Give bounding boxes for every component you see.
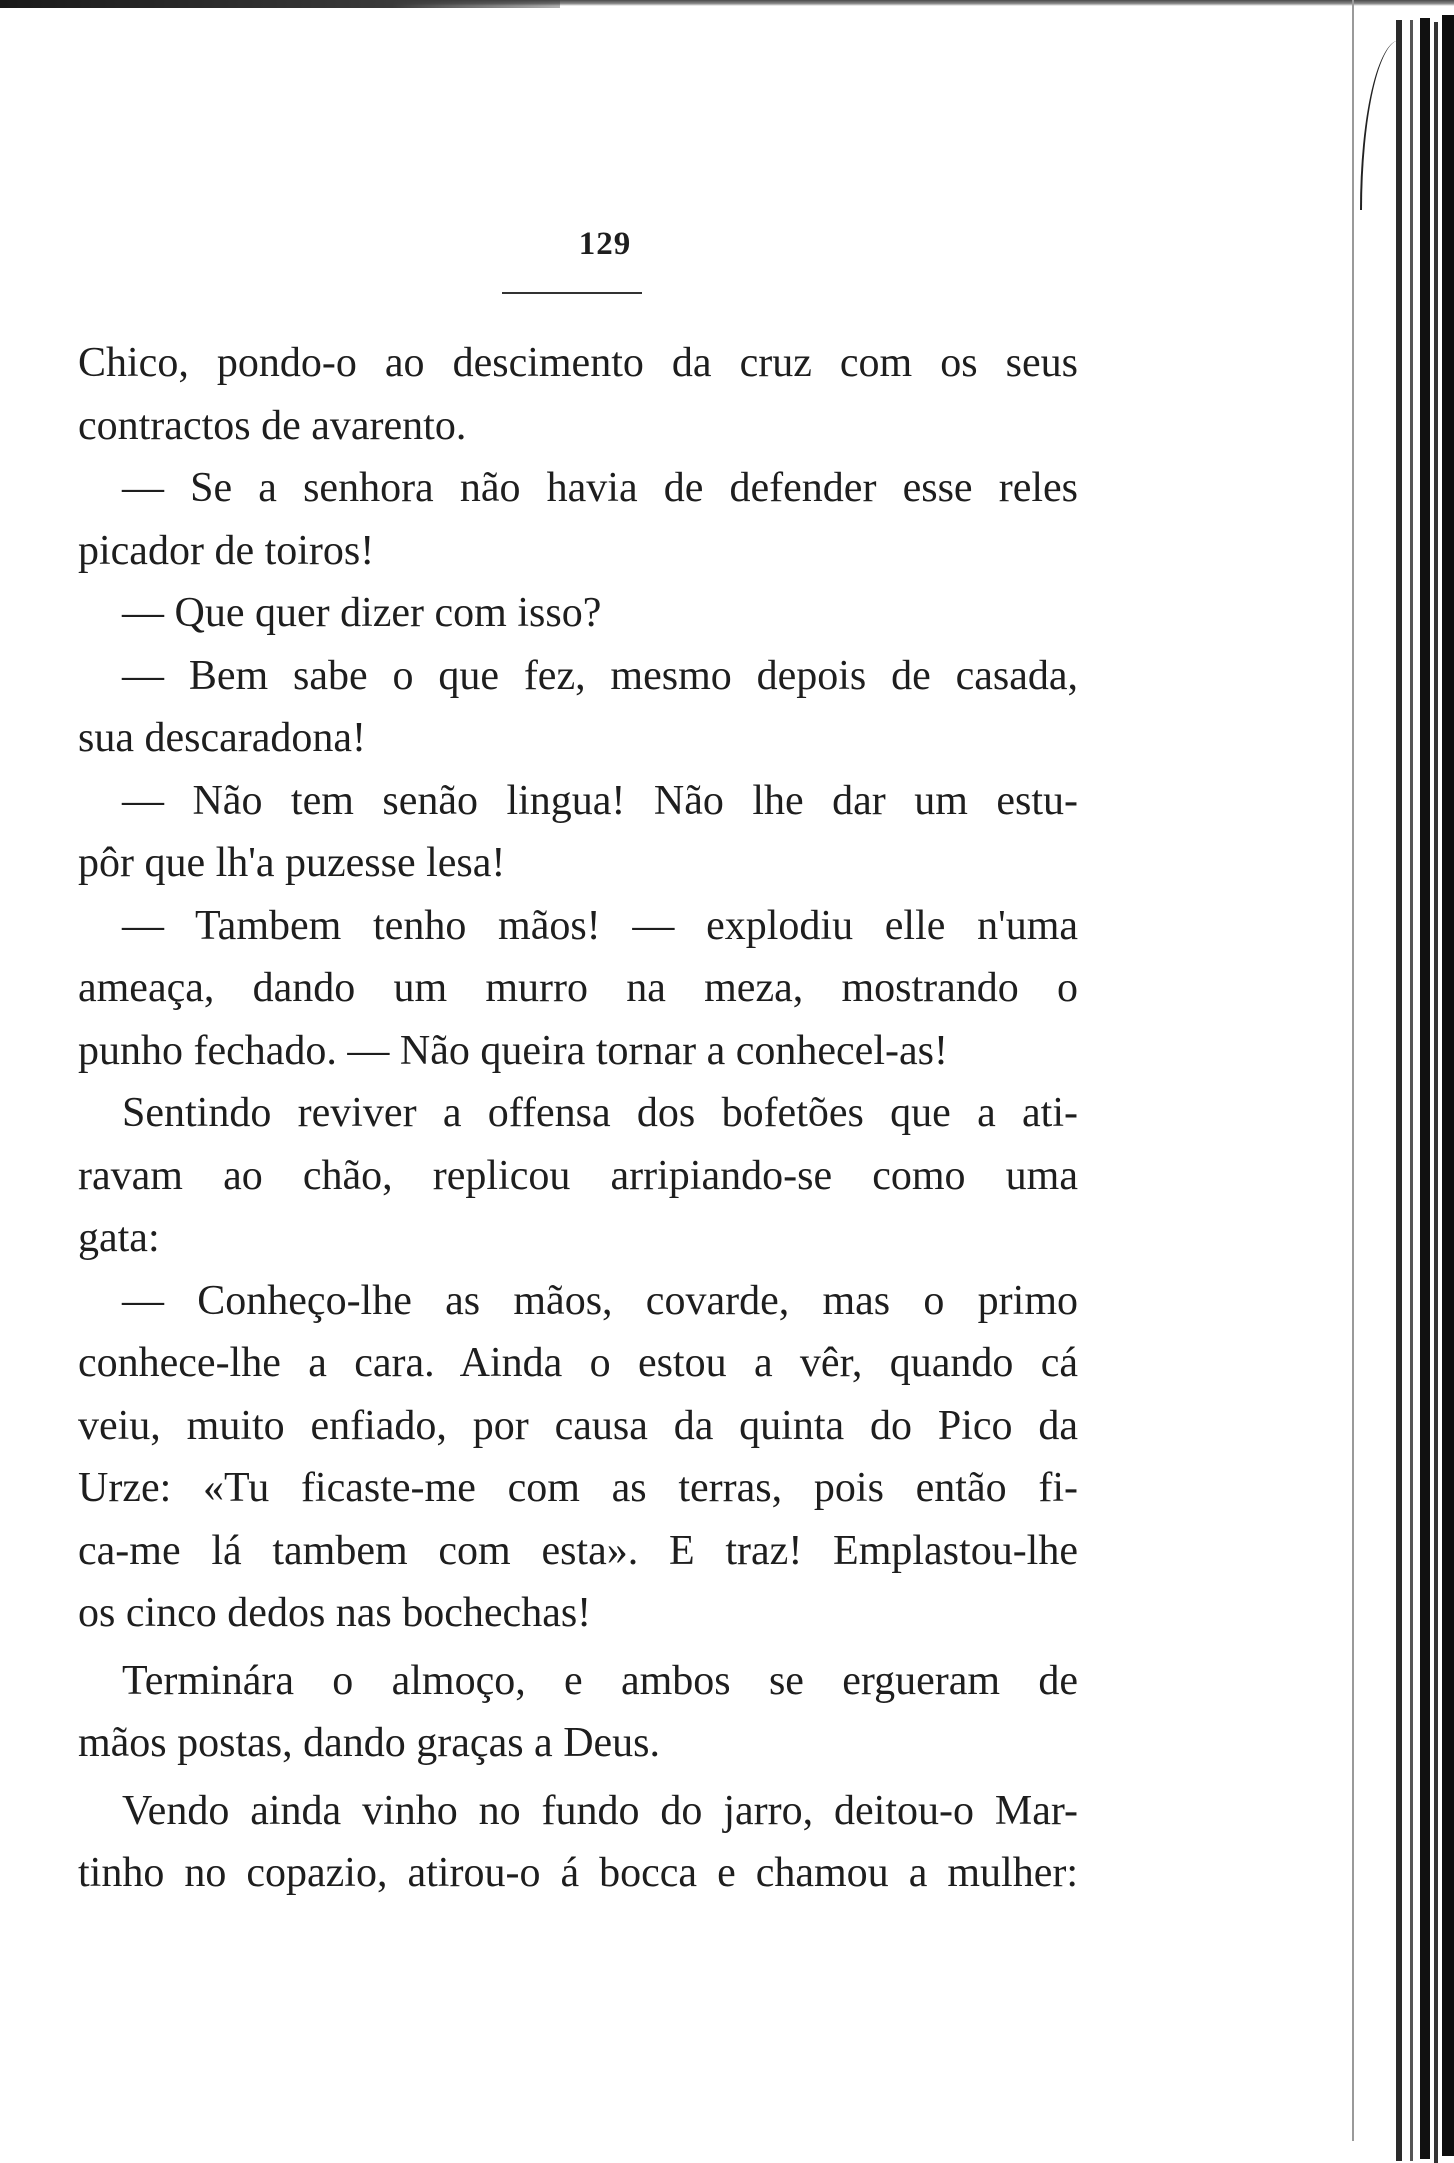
book-spine-edge — [1434, 22, 1438, 2163]
text-line: — Que quer dizer com isso? — [122, 590, 602, 636]
text-line: os cinco dedos nas bochechas! — [78, 1590, 592, 1636]
text-line: sua descaradona! — [78, 715, 367, 761]
text-line: contractos de avarento. — [78, 402, 467, 449]
text-line: — Tambem tenho mãos! — explodiu elle n'uma — [122, 902, 1078, 949]
text-line: Chico, pondo-o ao descimento da cruz com os seus — [78, 340, 1078, 386]
text-line: — Conheço-lhe as mãos, covarde, mas o primo — [122, 1277, 1078, 1324]
text-line: pôr que lh'a puzesse lesa! — [78, 840, 506, 886]
text-line: — Se a senhora não havia de defender esse reles — [122, 465, 1078, 511]
text-line: picador de toiros! — [78, 527, 375, 574]
text-line: mãos postas, dando graças a Deus. — [78, 1720, 661, 1766]
text-line: ameaça, dando um murro na meza, mostrando o — [78, 965, 1078, 1011]
header-rule — [502, 292, 642, 294]
text-line: ca-me lá tambem com esta». E traz! Emplastou-lhe — [78, 1527, 1078, 1574]
text-line: punho fechado. — Não queira tornar a conhecel-as! — [78, 1027, 948, 1074]
page-number: 129 — [578, 226, 632, 262]
text-line: tinho no copazio, atirou-o á bocca e chamou a mulher: — [78, 1850, 1078, 1896]
text-line: Urze: «Tu ficaste-me com as terras, pois então fi- — [78, 1465, 1078, 1511]
text-line: — Não tem senão lingua! Não lhe dar um estu- — [122, 777, 1078, 824]
text-line: Sentindo reviver a offensa dos bofetões que a ati- — [122, 1090, 1078, 1136]
text-line: conhece-lhe a cara. Ainda o estou a vêr, quando cá — [78, 1340, 1078, 1386]
body-text — [78, 332, 1078, 1905]
text-line: Terminára o almoço, e ambos se ergueram de — [122, 1657, 1078, 1704]
book-spine-edge — [1442, 15, 1454, 2156]
text-line: Vendo ainda vinho no fundo do jarro, deitou-o Mar- — [122, 1787, 1078, 1834]
book-spine-edge — [1420, 18, 1430, 2159]
scan-top-edge-shadow — [0, 0, 560, 8]
book-spine-edge — [1396, 20, 1402, 2161]
text-line: ravam ao chão, replicou arripiando-se como uma — [78, 1152, 1078, 1199]
text-line: — Bem sabe o que fez, mesmo depois de casada, — [122, 652, 1078, 699]
text-line: gata: — [78, 1215, 160, 1261]
book-spine-edge — [1410, 20, 1413, 2161]
book-spine-edge — [1352, 0, 1354, 2141]
text-line: veiu, muito enfiado, por causa da quinta do Pico da — [78, 1402, 1078, 1449]
